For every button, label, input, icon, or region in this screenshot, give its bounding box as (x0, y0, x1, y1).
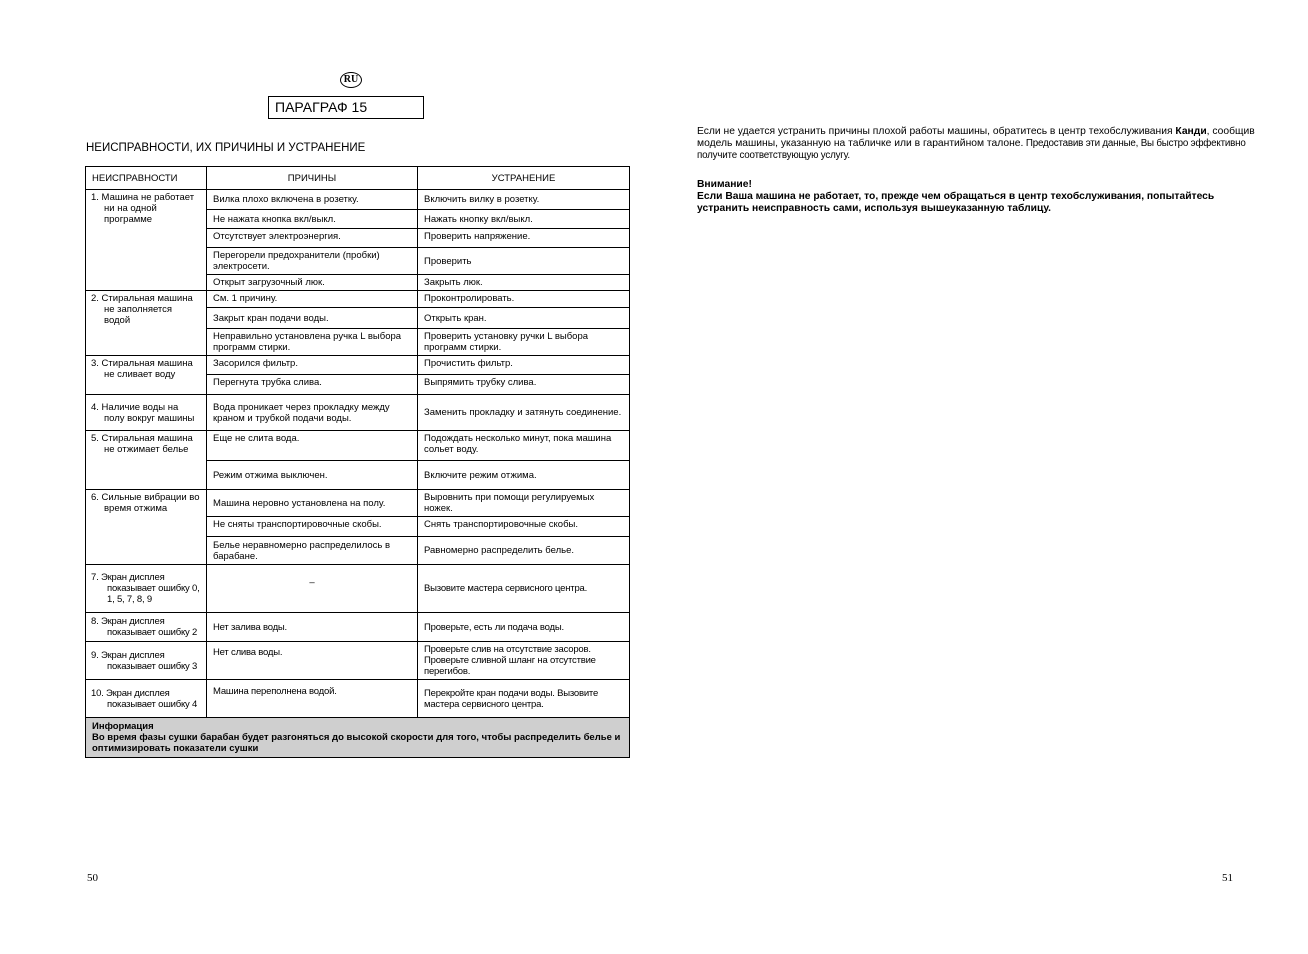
cause-cell: Перегорели предохранители (пробки) электросети. (207, 248, 418, 275)
cause-cell: Не нажата кнопка вкл/выкл. (207, 210, 418, 229)
remedy-cell: Проверьте, есть ли подача воды. (418, 613, 630, 642)
table-header-row (86, 167, 630, 190)
remedy-cell: Закрыть люк. (418, 275, 630, 291)
remedy-cell: Проверить (418, 248, 630, 275)
cause-cell: Машина переполнена водой. (207, 680, 418, 718)
cause-cell: Неправильно установлена ручка L выбора программ стирки. (207, 329, 418, 356)
problem-cell: 1. Машина не работает ни на одной программе (86, 190, 207, 291)
remedy-cell: Проверить напряжение. (418, 229, 630, 248)
page-number-right: 51 (1222, 872, 1233, 884)
page-number-left: 50 (87, 872, 98, 884)
table-row (86, 395, 630, 431)
cause-cell: Режим отжима выключен. (207, 461, 418, 490)
cause-cell: См. 1 причину. (207, 291, 418, 308)
remedy-cell: Заменить прокладку и затянуть соединение. (418, 395, 630, 431)
remedy-cell: Выпрямить трубку слива. (418, 375, 630, 395)
cause-cell: Засорился фильтр. (207, 356, 418, 375)
attention-text: Если Ваша машина не работает, то, прежде чем обращаться в центр техобслуживания, попытайтесь устранить неисправность сами, используя вышеуказанную таблицу. (697, 191, 1215, 214)
service-text-start: Если не удается устранить причины плохой работы машины, обратитесь в центр техобслуживания (697, 126, 1173, 137)
column-header-causes: ПРИЧИНЫ (207, 167, 418, 190)
problem-cell: 10. Экран дисплея показывает ошибку 4 (86, 680, 207, 718)
language-badge: RU (340, 72, 362, 88)
cause-cell: Закрыт кран подачи воды. (207, 308, 418, 329)
problem-cell: 9. Экран дисплея показывает ошибку 3 (86, 642, 207, 680)
remedy-cell: Снять транспортировочные скобы. (418, 517, 630, 537)
remedy-cell: Открыть кран. (418, 308, 630, 329)
troubleshooting-table (85, 166, 630, 758)
remedy-cell: Проконтролировать. (418, 291, 630, 308)
cause-cell: Еще не слита вода. (207, 431, 418, 461)
table-row (86, 356, 630, 375)
remedy-cell: Включить вилку в розетку. (418, 190, 630, 210)
table-heading: НЕИСПРАВНОСТИ, ИХ ПРИЧИНЫ И УСТРАНЕНИЕ (86, 142, 366, 154)
table-row (86, 291, 630, 308)
cause-cell: Вода проникает через прокладку между краном и трубкой подачи воды. (207, 395, 418, 431)
info-text: Во время фазы сушки барабан будет разгоняться до высокой скорости для того, чтобы распределить белье и оптимизировать показатели сушки (92, 732, 621, 754)
table-row (86, 680, 630, 718)
service-paragraph (697, 126, 1257, 162)
cause-cell: Нет слива воды. (207, 642, 418, 680)
table-row (86, 642, 630, 680)
table-row (86, 565, 630, 613)
cause-cell: Перегнута трубка слива. (207, 375, 418, 395)
cause-cell: Нет залива воды. (207, 613, 418, 642)
remedy-cell: Вызовите мастера сервисного центра. (418, 565, 630, 613)
problem-cell: 4. Наличие воды на полу вокруг машины (86, 395, 207, 431)
problem-cell: 6. Сильные вибрации во время отжима (86, 490, 207, 565)
info-note (86, 718, 630, 758)
problem-cell: 3. Стиральная машина не сливает воду (86, 356, 207, 395)
brand-name: Канди (1175, 126, 1207, 137)
remedy-cell: Включите режим отжима. (418, 461, 630, 490)
attention-block (697, 179, 1257, 215)
remedy-cell: Подождать несколько минут, пока машина сольет воду. (418, 431, 630, 461)
cause-cell: Не сняты транспортировочные скобы. (207, 517, 418, 537)
cause-cell: Открыт загрузочный люк. (207, 275, 418, 291)
cause-cell: Белье неравномерно распределилось в барабане. (207, 537, 418, 565)
info-title: Информация (92, 721, 154, 732)
problem-cell: 5. Стиральная машина не отжимает белье (86, 431, 207, 490)
remedy-cell: Перекройте кран подачи воды. Вызовите мастера сервисного центра. (418, 680, 630, 718)
cause-cell: Вилка плохо включена в розетку. (207, 190, 418, 210)
cause-cell: – (207, 565, 418, 613)
remedy-cell: Выровнить при помощи регулируемых ножек. (418, 490, 630, 517)
column-header-problems: НЕИСПРАВНОСТИ (86, 167, 207, 190)
cause-cell: Отсутствует электроэнергия. (207, 229, 418, 248)
remedy-cell: Проверьте слив на отсутствие засоров. Проверьте сливной шланг на отсутствие перегибов. (418, 642, 630, 680)
remedy-cell: Нажать кнопку вкл/выкл. (418, 210, 630, 229)
table-row (86, 431, 630, 461)
table-row (86, 190, 630, 210)
remedy-cell: Прочистить фильтр. (418, 356, 630, 375)
section-title: ПАРАГРАФ 15 (268, 96, 424, 119)
table-row (86, 490, 630, 517)
remedy-cell: Равномерно распределить белье. (418, 537, 630, 565)
table-row (86, 613, 630, 642)
column-header-remedies: УСТРАНЕНИЕ (418, 167, 630, 190)
service-text-end: Предоставив эти данные, Вы быстро эффективно получите соответствующую услугу. (697, 138, 1246, 161)
service-text-middle: , сообщив модель машины, указанную на табличке или в гарантийном талоне. (697, 126, 1255, 149)
remedy-cell: Проверить установку ручки L выбора программ стирки. (418, 329, 630, 356)
cause-cell: Машина неровно установлена на полу. (207, 490, 418, 517)
problem-cell: 7. Экран дисплея показывает ошибку 0, 1, 5, 7, 8, 9 (86, 565, 207, 613)
problem-cell: 8. Экран дисплея показывает ошибку 2 (86, 613, 207, 642)
problem-cell: 2. Стиральная машина не заполняется водой (86, 291, 207, 356)
attention-title: Внимание! (697, 179, 752, 190)
info-row (86, 718, 630, 758)
